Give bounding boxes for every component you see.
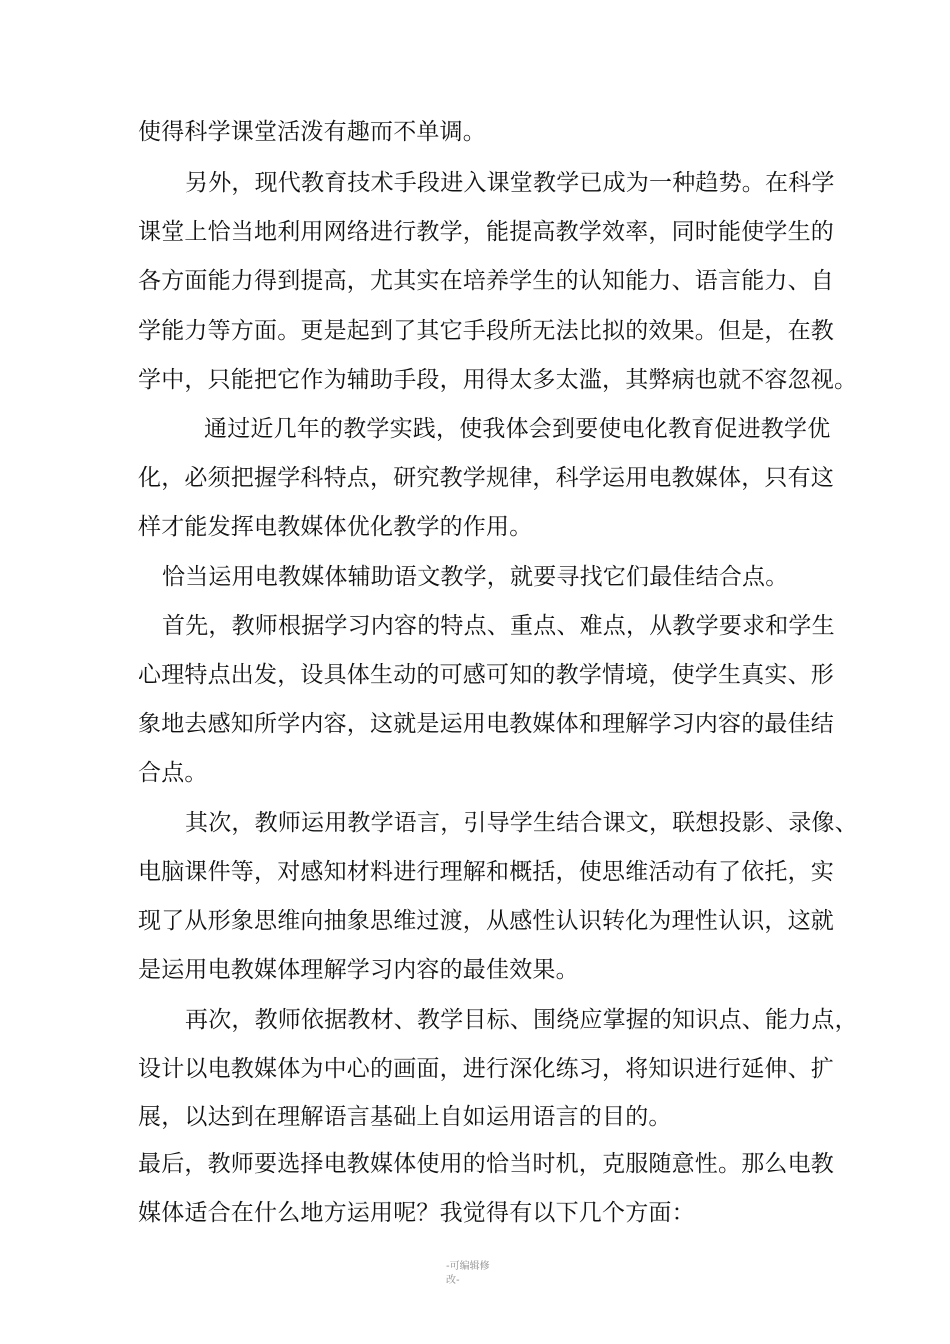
text-line: 学中，只能把它作为辅助手段，用得太多太滥，其弊病也就不容忽视。 [138, 367, 858, 393]
text-line: 样才能发挥电教媒体优化教学的作用。 [138, 514, 533, 540]
paragraph-start-line: 另外，现代教育技术手段进入课堂教学已成为一种趋势。在科学 [185, 170, 835, 196]
text-line: 心理特点出发，设具体生动的可感可知的教学情境，使学生真实、形 [138, 662, 834, 688]
paragraph-start-line: 最后，教师要选择电教媒体使用的恰当时机，克服随意性。那么电教 [138, 1151, 834, 1177]
paragraph-start-line: 通过近几年的教学实践，使我体会到要使电化教育促进教学优 [204, 416, 831, 442]
text-line: 各方面能力得到提高，尤其实在培养学生的认知能力、语言能力、自 [138, 268, 834, 294]
paragraph-start-line: 恰当运用电教媒体辅助语文教学，就要寻找它们最佳结合点。 [162, 564, 789, 590]
paragraph-start-line: 首先，教师根据学习内容的特点、重点、难点，从教学要求和学生 [162, 613, 835, 639]
text-line: 电脑课件等，对感知材料进行理解和概括，使思维活动有了依托，实 [138, 859, 834, 885]
text-line: 学能力等方面。更是起到了其它手段所无法比拟的效果。但是，在教 [138, 318, 834, 344]
footer-note: -可编辑修 [446, 1261, 490, 1272]
text-line: 媒体适合在什么地方运用呢？我觉得有以下几个方面： [138, 1200, 695, 1226]
text-line: 课堂上恰当地利用网络进行教学，能提高教学效率，同时能使学生的 [138, 219, 834, 245]
text-line: 现了从形象思维向抽象思维过渡，从感性认识转化为理性认识，这就 [138, 908, 834, 934]
text-line: 合点。 [138, 760, 208, 786]
text-line: 使得科学课堂活泼有趣而不单调。 [138, 119, 486, 145]
paragraph-start-line: 其次，教师运用教学语言，引导学生结合课文，联想投影、录像、 [185, 810, 858, 836]
footer-note-continued: 改- [446, 1275, 460, 1286]
text-line: 象地去感知所学内容，这就是运用电教媒体和理解学习内容的最佳结 [138, 711, 834, 737]
text-line: 是运用电教媒体理解学习内容的最佳效果。 [138, 957, 579, 983]
text-line: 设计以电教媒体为中心的画面，进行深化练习，将知识进行延伸、扩 [138, 1056, 834, 1082]
text-line: 化，必须把握学科特点，研究教学规律，科学运用电教媒体，只有这 [138, 465, 834, 491]
paragraph-start-line: 再次，教师依据教材、教学目标、围绕应掌握的知识点、能力点， [185, 1007, 858, 1033]
text-line: 展，以达到在理解语言基础上自如运用语言的目的。 [138, 1104, 672, 1130]
